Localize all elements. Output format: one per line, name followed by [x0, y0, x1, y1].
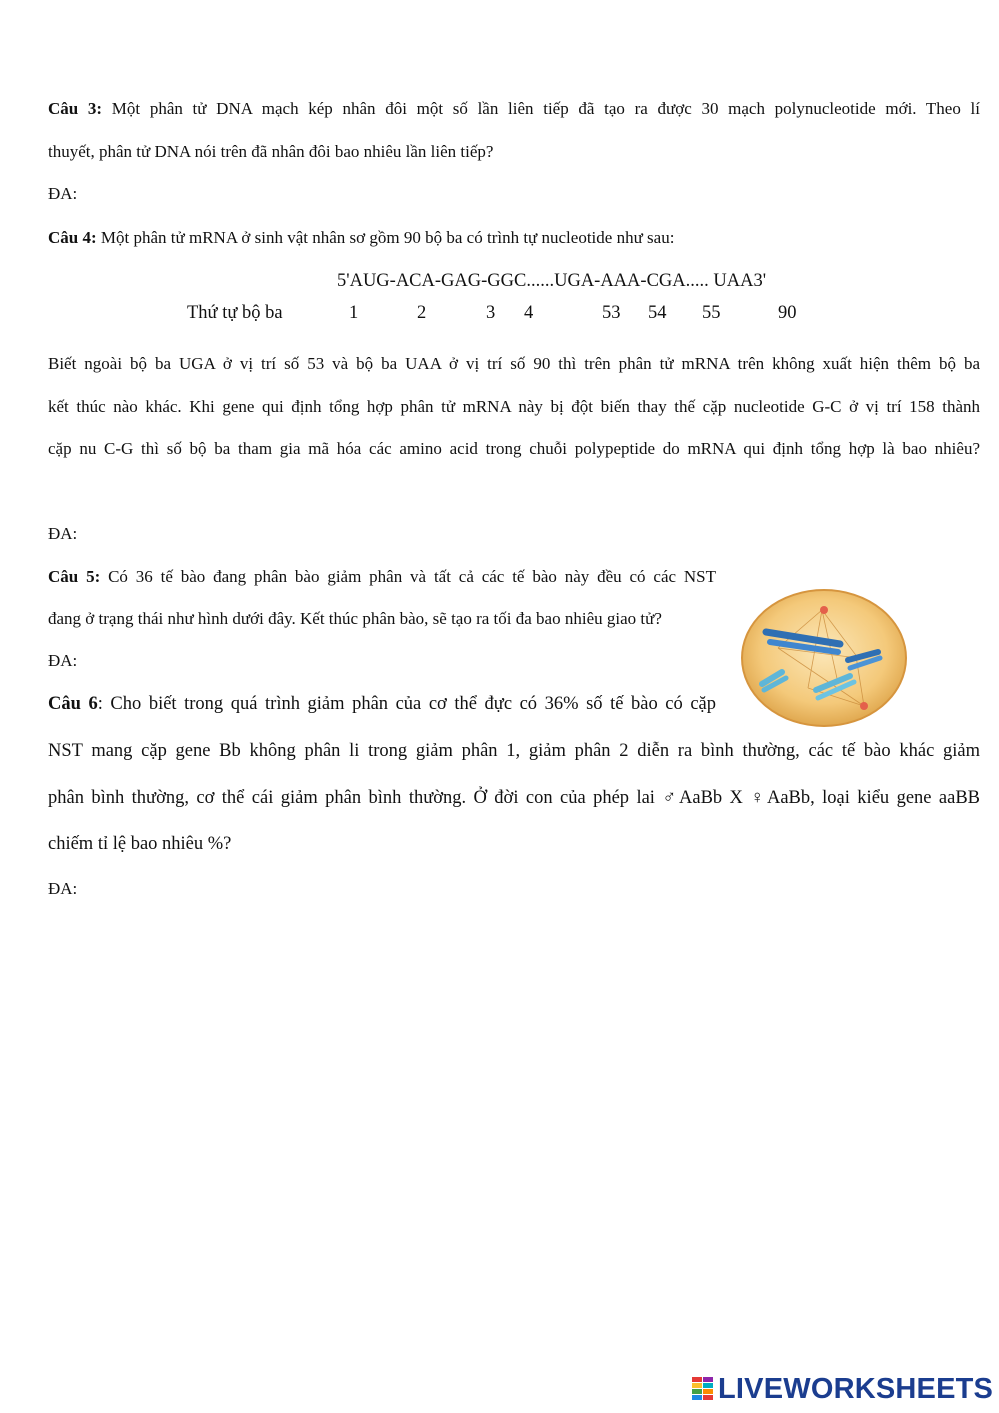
- q4-label: Câu 4:: [48, 228, 97, 247]
- q4-paragraph-2: kết thúc nào khác. Khi gene qui định tổng hợp phân tử mRNA này bị đột biến thay thế cặp nucleotide G-C ở vị trí 158 thành: [48, 397, 980, 416]
- q4-order-number: 2: [417, 303, 427, 323]
- q3-text-2: thuyết, phân tử DNA nói trên đã nhân đôi bao nhiêu lần liên tiếp?: [48, 142, 494, 161]
- q4-order-number: 55: [702, 303, 721, 323]
- q4-order-number: 54: [648, 303, 667, 323]
- q3-line-1: [48, 99, 980, 119]
- liveworksheets-logo-text: LIVEWORKSHEETS: [718, 1373, 994, 1405]
- q3-label: Câu 3:: [48, 99, 103, 118]
- q6-text-3: phân bình thường, cơ thể cái giảm phân bình thường. Ở đời con của phép lai ♂AaBb X ♀AaBb, loại kiểu gene aaBB: [48, 788, 980, 808]
- q5-line-1: [48, 567, 716, 587]
- q4-answer: ĐA:: [48, 524, 78, 543]
- liveworksheets-logo-icon: [692, 1377, 714, 1401]
- q5-text-1: Có 36 tế bào đang phân bào giảm phân và tất cả các tế bào này đều có các NST: [100, 567, 716, 586]
- q6-text-2: NST mang cặp gene Bb không phân li trong giảm phân 1, giảm phân 2 diễn ra bình thường, các tế bào khác giảm: [48, 741, 980, 761]
- q4-order-number: 1: [349, 303, 359, 323]
- q4-order-number: 3: [486, 303, 496, 323]
- q4-order-number: 4: [524, 303, 534, 323]
- q6-label: Câu 6: [48, 694, 98, 714]
- q4-paragraph-3: cặp nu C-G thì số bộ ba tham gia mã hóa các amino acid trong chuỗi polypeptide do mRNA qui định tổng hợp là bao nhiêu?: [48, 439, 980, 458]
- q6-line-1: [48, 694, 716, 715]
- q4-order-label: Thứ tự bộ ba: [187, 303, 283, 323]
- q5-label: Câu 5:: [48, 567, 101, 586]
- q4-paragraph-1: Biết ngoài bộ ba UGA ở vị trí số 53 và bộ ba UAA ở vị trí số 90 thì trên phân tử mRNA trên không xuất hiện thêm bộ ba: [48, 354, 980, 373]
- q5-answer: ĐA:: [48, 651, 78, 670]
- q5-text-2: đang ở trạng thái như hình dưới đây. Kết thúc phân bào, sẽ tạo ra tối đa bao nhiêu giao tử?: [48, 609, 662, 628]
- q4-line-1: [48, 228, 674, 248]
- q4-text: Một phân tử mRNA ở sinh vật nhân sơ gồm 90 bộ ba có trình tự nucleotide như sau:: [96, 228, 675, 247]
- q6-answer: ĐA:: [48, 879, 78, 898]
- q6-text-4: chiếm tỉ lệ bao nhiêu %?: [48, 834, 232, 854]
- meiosis-cell-illustration: [738, 588, 910, 728]
- q4-sequence: 5'AUG-ACA-GAG-GGC......UGA-AAA-CGA..... UAA3': [337, 271, 767, 291]
- q4-order-number: 53: [602, 303, 621, 323]
- q3-text-1: Một phân tử DNA mạch kép nhân đôi một số lần liên tiếp đã tạo ra được 30 mạch polynucleotide mới. Theo lí: [102, 99, 980, 118]
- q6-text-1: : Cho biết trong quá trình giảm phân của cơ thể đực có 36% số tế bào có cặp: [97, 694, 716, 714]
- q4-order-number: 90: [778, 303, 797, 323]
- q3-answer: ĐA:: [48, 184, 78, 203]
- liveworksheets-logo: [692, 1374, 993, 1404]
